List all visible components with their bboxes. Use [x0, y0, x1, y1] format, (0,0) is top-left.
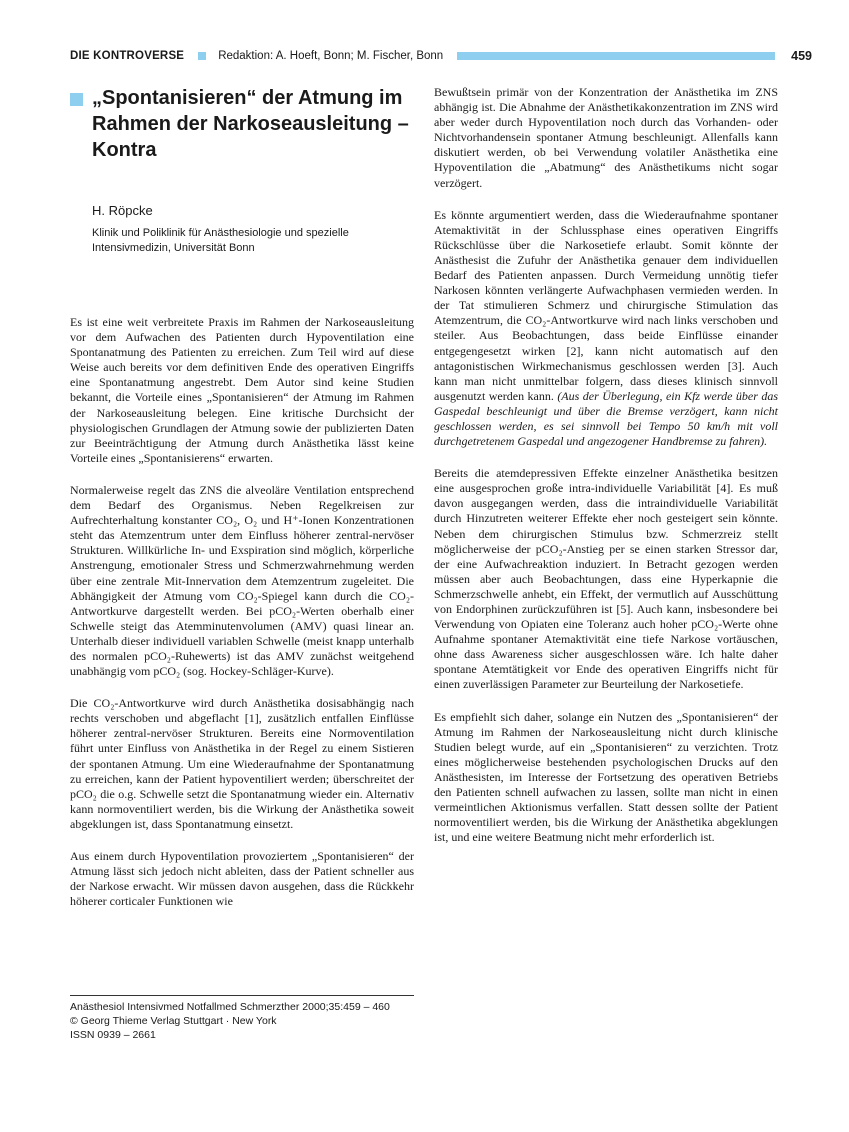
issn-line: ISSN 0939 – 2661	[70, 1029, 156, 1041]
paragraph	[434, 208, 778, 450]
editors-line: Redaktion: A. Hoeft, Bonn; M. Fischer, Bonn	[218, 50, 444, 62]
section-label: DIE KONTROVERSE	[70, 50, 185, 62]
right-column	[434, 85, 778, 862]
author-name: H. Röpcke	[92, 203, 153, 218]
paragraph: Es empfiehlt sich daher, solange ein Nutzen des „Spontanisieren“ der Atmung im Rahmen der Narkoseausleitung nicht durch klinische Studien belegt wurde, auf ein „Spontanisieren“ zu verzichten. Trotz eines möglicherweise bestehenden psychologischen Drucks auf den Anästhesisten, im Interesse der Fortsetzung des operativen Betriebs den Patienten schnell aufwachen zu lassen, sollte man nicht in einen vermeintlichen Aktionismus verfallen. Statt dessen sollte der Patient normoventiliert werden, bis die Wirkung der Anästhetika abgeklungen ist, und eine weitere Beatmung nicht mehr erforderlich ist.	[434, 709, 778, 845]
article-title: „Spontanisieren“ der Atmung im Rahmen der Narkoseausleitung – Kontra	[92, 87, 409, 161]
title-block	[70, 85, 414, 163]
left-body	[70, 315, 414, 909]
page-number: 459	[791, 49, 812, 63]
paragraph-text: Es könnte argumentiert werden, dass die Wiederaufnahme spontaner Atemaktivität in der Schlussphase eines operativen Eingriffs Rückschlüsse über die Narkosetiefe erlaubt. Somit könnte der Anästhesist die Zufuhr der Anästhetika genauer dem individuellen Bedarf des Patienten anpassen. Durch Vermeidung unnötig tiefer Narkosen könnten verlängerte Aufwachphasen vermieden werden. In der Tat stimulieren Schmerz und chirurgische Stimulation das Atemzentrum, die CO₂-Antwortkurve wird nach links verschoben und steiler. Aus Beobachtungen, dass beide Einflüsse einander entgegengesetzt wirken [2], kann nicht automatisch auf den antagonistischen Wirkmechanismus geschlossen werden [3]. Auch kann man nicht unmittelbar folgern, dass dieses klinisch sinnvoll ausgenutzt werden kann.	[434, 207, 778, 403]
header-accent-bar	[457, 52, 775, 60]
paragraph: Bewußtsein primär von der Konzentration der Anästhetika im ZNS abhängig ist. Die Abnahme der Anästhetikakonzentration im ZNS wird aber weder durch Hypoventilation noch durch das Vorhanden- oder Nichtvorhandensein spontaner Atmung beschleunigt. Allenfalls kann diskutiert werden, ob bei Verwendung volatiler Anästhetika eine Hypoventilation die „Abatmung“ des Anästhetikums nicht sogar verzögert.	[434, 85, 778, 190]
paragraph: Normalerweise regelt das ZNS die alveoläre Ventilation entsprechend dem Bedarf des Organismus. Neben Regelkreisen zur Aufrechterhaltung konstanter CO₂, O₂ und H⁺-Ionen Konzentrationen steht das Atemzentrum unter dem Einfluss höherer zentral-nervöser Strukturen. Willkürliche In- und Exspiration sind möglich, körperliche Anstrengung, emotionaler Stress und Schmerzwahrnehmung werden über eine zentrale Mit-Innervation dem Atemzentrum zugeleitet. Die Abhängigkeit der Atmung vom CO₂-Spiegel kann durch die CO₂-Antwortkurve dargestellt werden. Bei pCO₂-Werten oberhalb einer Schwelle steigt das Atemminutenvolumen (AMV) quasi linear an. Unterhalb dieser individuell variablen Schwelle (meist knapp unterhalb des normalen pCO₂-Ruhewerts) ist das AMV zunächst weitgehend unabhängig vom pCO₂ (sog. Hockey-Schläger-Kurve).	[70, 482, 414, 679]
running-header	[70, 48, 812, 64]
paragraph: Die CO₂-Antwortkurve wird durch Anästhetika dosisabhängig nach rechts verschoben und abgeflacht [1], zusätzlich entfallen Einflüsse höherer zentral-nervöser Strukturen. Bereits eine Normoventilation führt unter Einfluss von Anästhetika in der Regel zu einem Sistieren der spontanen Atmung. Um eine Wiederaufnahme der Spontanatmung zu erreichen, kann der Patient hypoventiliert werden; überschreitet der pCO₂ die o.g. Schwelle setzt die Spontanatmung wieder ein. Alternativ kann normoventiliert werden, bis die Wirkung der Anästhetika soweit abgeklungen ist, dass Spontanatmung einsetzt.	[70, 696, 414, 831]
author-affiliation: Klinik und Poliklinik für Anästhesiologie und spezielle Intensivmedizin, Universität Bonn	[92, 227, 349, 254]
italic-analogy: (Aus der Überlegung, ein Kfz werde über das Gaspedal beschleunigt und über die Bremse verzögert, kann nicht geschlossen werden, es sei sinnvoll bei Tempo 50 km/h mit voll durchgetretenem Gaspedal und angezogener Handbremse zu fahren).	[434, 388, 778, 449]
publisher-line: © Georg Thieme Verlag Stuttgart · New York	[70, 1015, 277, 1027]
left-column	[70, 85, 414, 926]
paragraph: Es ist eine weit verbreitete Praxis im Rahmen der Narkoseausleitung vor dem Aufwachen des Patienten durch Hypoventilation eine Spontanatmung des Patienten zu erreichen. Zum Teil wird auf diese Weise auch bereits vor dem definitiven Ende des operativen Eingriffs eine Spontanatmung angestrebt. Dem Autor sind keine Studien bekannt, die Vorteile eines „Spontanisieren“ der Atmung im Rahmen der Narkoseausleitung belegen. Eine kritische Durchsicht der physiologischen Grundlagen der Atmung sowie der publizierten Daten zur Beeinträchtigung der Atmung durch Anästhetika lässt keine Vorteile eines „Spontanisierens“ erwarten.	[70, 315, 414, 465]
header-square-marker	[198, 52, 206, 60]
journal-citation: Anästhesiol Intensivmed Notfallmed Schmerzther 2000;35:459 – 460	[70, 1001, 390, 1013]
paragraph: Aus einem durch Hypoventilation provoziertem „Spontanisieren“ der Atmung lässt sich jedoch nicht ableiten, dass der Patient schneller aus der Narkose erwacht. Wir müssen davon ausgehen, dass die Rückkehr höherer corticaler Funktionen wie	[70, 849, 414, 909]
title-square-marker	[70, 93, 83, 106]
paragraph: Bereits die atemdepressiven Effekte einzelner Anästhetika besitzen eine ausgesprochen große intra-individuelle Variabilität [4]. Es muß davon ausgegangen werden, dass die intraindividuelle Variabilität durch Hinzutreten weiterer Effekte eher noch gesteigert sein könnte. Neben dem chirurgischen Stimulus bzw. Schmerzreiz stellt möglicherweise der pCO₂-Anstieg per se einen starken Stressor dar, der eine Aufwachreaktion induziert. In Betracht gezogen werden müssen aber auch Beobachtungen, dass eine Hyperkapnie die Schmerzschwelle anhebt, ein Effekt, der vermutlich auf Ausschüttung von Endorphinen zurückzuführen ist [5]. Auch kann, insbesondere bei Verwendung von Opiaten eine Toleranz auch hoher pCO₂-Werte ohne Aufnahme spontaner Atemaktivität eine tiefe Narkose vortäuschen, ohne dass Awareness sicher ausgeschlossen wäre. Ich halte daher spontane Atemtätigkeit vor Ende des operativen Eingriffs nicht für einen zuverlässigen Parameter zur Beurteilung der Narkosetiefe.	[434, 466, 778, 692]
citation-footer	[70, 995, 414, 1042]
